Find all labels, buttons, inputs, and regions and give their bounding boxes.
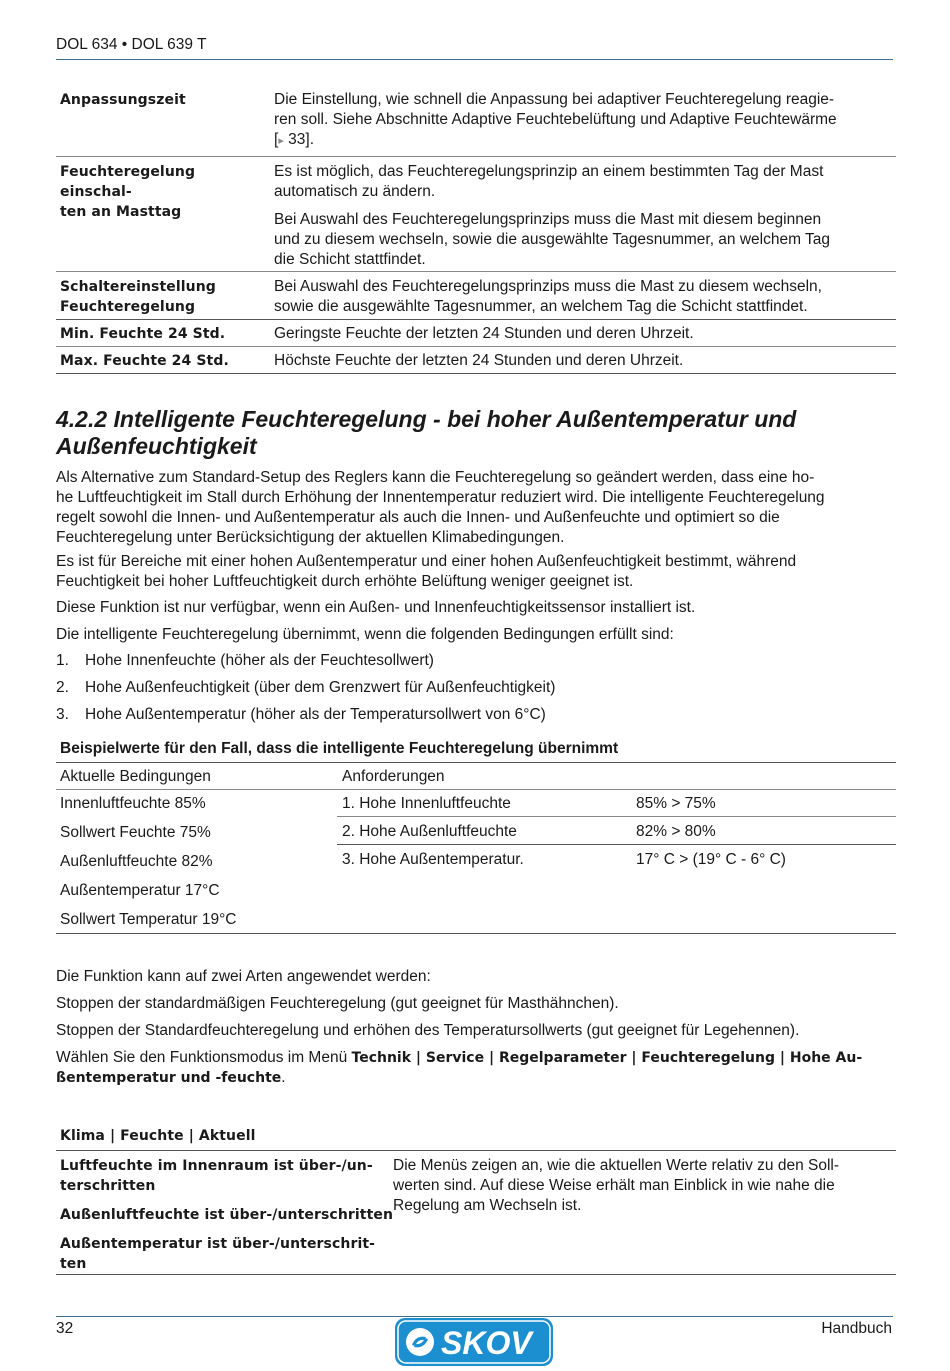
requirement-value: 82% > 80%	[636, 823, 716, 840]
col-header-conditions: Aktuelle Bedingungen	[60, 768, 211, 785]
row-label-feuchteregelung-einschalten: Feuchteregelung einschal- ten an Masttag	[60, 164, 196, 220]
row-divider	[337, 844, 896, 845]
row-desc-min-feuchte: Geringste Feuchte der letzten 24 Stunden und deren Uhrzeit.	[274, 325, 694, 342]
list-item: Hohe Außentemperatur (höher als der Temperatursollwert von 6°C)	[85, 706, 546, 723]
menu-path: Technik | Service | Regelparameter | Feuchteregelung | Hohe Au-	[351, 1050, 863, 1066]
row-divider	[337, 816, 896, 817]
intro-paragraph: Als Alternative zum Standard-Setup des Reglers kann die Feuchteregelung so geändert werden, dass eine ho- he Luftfeuchtigkeit im Stall durch Erhöhung der Innentemperatur reduziert wird. Die intelligente Feuchteregelung regelt sowohl die Innen- und Außentemperatur als auch die Innen- und Außenfeuchte und optimiert so die Feuchteregelung unter Berücksichtigung der aktuellen Klimabedingungen.	[56, 469, 825, 546]
header-rule	[56, 789, 896, 790]
menu-item-outer-temperature: Außentemperatur ist über-/unterschrit- ten	[60, 1236, 376, 1272]
list-number: 3.	[56, 706, 69, 723]
row-desc-schaltereinstellung: Bei Auswahl des Feuchteregelungsprinzips muss die Mast zu diesem wechseln, sowie die ausgewählte Tagesnummer, an welchem Tag die Schicht stattfindet.	[274, 278, 822, 315]
purpose-paragraph: Es ist für Bereiche mit einer hohen Außentemperatur und einer hohen Außenfeuchtigkeit bestimmt, während Feuchtigkeit bei hoher Luftfeuchtigkeit durch erhöhte Belüftung weniger geeignet ist.	[56, 553, 797, 590]
menu-table-description: Die Menüs zeigen an, wie die aktuellen Werte relativ zu den Soll- werten sind. Auf diese Weise erhält man Einblick in wie nahe die Regelung am Wechseln ist.	[393, 1157, 840, 1214]
table-top-rule	[56, 1150, 896, 1151]
requirement-name: 3. Hohe Außentemperatur.	[342, 851, 524, 868]
row-label-schaltereinstellung: Schaltereinstellung Feuchteregelung	[60, 279, 216, 315]
condition-cell: Sollwert Feuchte 75%	[60, 824, 211, 841]
usage-intro: Die Funktion kann auf zwei Arten angewendet werden:	[56, 968, 431, 985]
row-divider	[56, 156, 896, 157]
table-top-rule	[56, 762, 896, 763]
table-bottom-rule	[56, 1274, 896, 1275]
table-caption: Beispielwerte für den Fall, dass die intelligente Feuchteregelung übernimmt	[60, 740, 619, 757]
requirement-name: 1. Hohe Innenluftfeuchte	[342, 795, 511, 812]
page-number: 32	[56, 1320, 74, 1337]
page-reference-arrow-icon: ▸	[278, 135, 284, 147]
menu-item-outer-humidity: Außenluftfeuchte ist über-/unterschritten	[60, 1207, 394, 1223]
row-desc-anpassungszeit: Die Einstellung, wie schnell die Anpassung bei adaptiver Feuchteregelung reagie- ren soll. Siehe Abschnitte Adaptive Feuchtebelüftung und Adaptive Feuchtewärme [▸ 33].	[274, 91, 837, 148]
footer-rule	[56, 1316, 893, 1317]
row-divider	[56, 346, 896, 347]
row-desc-max-feuchte: Höchste Feuchte der letzten 24 Stunden und deren Uhrzeit.	[274, 352, 684, 369]
condition-cell: Innenluftfeuchte 85%	[60, 795, 206, 812]
table-bottom-rule	[56, 373, 896, 374]
requirement-value: 17° C > (19° C - 6° C)	[636, 851, 786, 868]
conditions-intro: Die intelligente Feuchteregelung übernimmt, wenn die folgenden Bedingungen erfüllt sind:	[56, 626, 674, 643]
availability-paragraph: Diese Funktion ist nur verfügbar, wenn ein Außen- und Innenfeuchtigkeitssensor installiert ist.	[56, 599, 696, 616]
requirement-name: 2. Hohe Außenluftfeuchte	[342, 823, 517, 840]
page-reference-link[interactable]: 33].	[288, 131, 315, 148]
header-rule	[56, 59, 893, 60]
document-header-title: DOL 634 • DOL 639 T	[56, 36, 207, 53]
list-number: 2.	[56, 679, 69, 696]
menu-item-inner-humidity: Luftfeuchte im Innenraum ist über-/un- terschritten	[60, 1158, 373, 1194]
menu-path-continued: ßentemperatur und -feuchte	[56, 1070, 282, 1086]
row-label-anpassungszeit: Anpassungszeit	[60, 92, 186, 108]
row-divider	[56, 271, 896, 272]
list-item: Hohe Innenfeuchte (höher als der Feuchtesollwert)	[85, 652, 434, 669]
list-number: 1.	[56, 652, 69, 669]
requirement-value: 85% > 75%	[636, 795, 716, 812]
usage-option-layers: Stoppen der Standardfeuchteregelung und erhöhen des Temperatursollwerts (gut geeignet für Legehennen).	[56, 1022, 800, 1039]
col-header-requirements: Anforderungen	[342, 768, 445, 785]
menu-path-paragraph: Wählen Sie den Funktionsmodus im Menü Technik | Service | Regelparameter | Feuchteregelung | Hohe Au- ßentemperatur und -feuchte.	[56, 1049, 863, 1086]
logo-text: SKOV	[441, 1325, 532, 1361]
menu-table-header: Klima | Feuchte | Aktuell	[60, 1128, 256, 1144]
table-bottom-rule	[56, 933, 896, 934]
skov-logo	[395, 1318, 553, 1366]
list-item: Hohe Außenfeuchtigkeit (über dem Grenzwert für Außenfeuchtigkeit)	[85, 679, 556, 696]
footer-label: Handbuch	[821, 1320, 892, 1337]
row-label-min-feuchte: Min. Feuchte 24 Std.	[60, 326, 226, 342]
row-desc-feuchteregelung-einschalten: Es ist möglich, das Feuchteregelungsprinzip an einem bestimmten Tag der Mast automatisch zu ändern. Bei Auswahl des Feuchteregelungsprinzips muss die Mast mit diesem beginnen und zu diesem wechseln, sowie die ausgewählte Tagesnummer, an welchem Tag die Schicht stattfindet.	[274, 163, 831, 268]
usage-option-broilers: Stoppen der standardmäßigen Feuchteregelung (gut geeignet für Masthähnchen).	[56, 995, 619, 1012]
condition-cell: Außenluftfeuchte 82%	[60, 853, 213, 870]
condition-cell: Sollwert Temperatur 19°C	[60, 911, 237, 928]
condition-cell: Außentemperatur 17°C	[60, 882, 220, 899]
row-label-max-feuchte: Max. Feuchte 24 Std.	[60, 353, 229, 369]
row-divider	[56, 319, 896, 320]
section-heading: 4.2.2 Intelligente Feuchteregelung - bei hoher Außentemperatur und Außenfeuchtigkeit	[56, 406, 797, 459]
